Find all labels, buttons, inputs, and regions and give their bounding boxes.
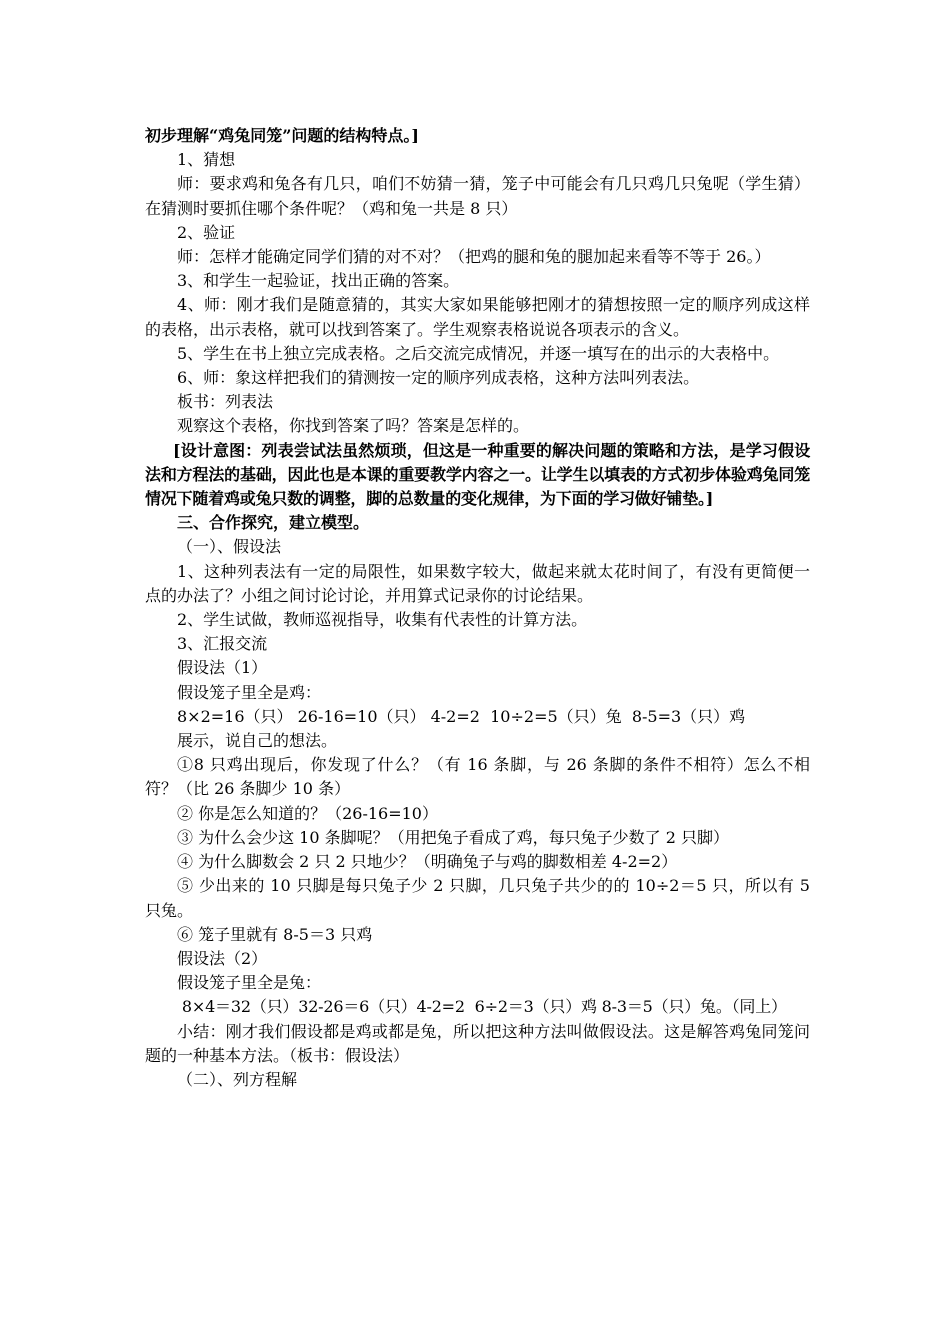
paragraph-assume-step-3: 3、汇报交流 [177, 634, 268, 654]
paragraph-design-intent: [设计意图：列表尝试法虽然烦琐，但这是一种重要的解决问题的策略和方法，是学习假设法和方程法的基础，因此也是本课的重要教学内容之一。让学生以填表的方式初步体验鸡兔同笼情况下随着鸡或兔只数的调整，脚的总数量的变化规律，为下面的学习做好铺垫。] [145, 440, 810, 509]
paragraph-step-guess: 1、猜想 [177, 150, 236, 170]
subheading-assumption-method: （一）、假设法 [177, 537, 282, 557]
section-heading-explore: 三、合作探究，建立模型。 [177, 513, 370, 533]
paragraph-observe-table: 观察这个表格，你找到答案了吗？答案是怎样的。 [177, 416, 530, 436]
paragraph-step-3: 3、和学生一起验证，找出正确的答案。 [177, 271, 460, 291]
paragraph-point-3: ③ 为什么会少这 10 条脚呢？（用把兔子看成了鸡，每只兔子少数了 2 只脚） [177, 827, 729, 847]
paragraph-summary: 小结：刚才我们假设都是鸡或都是兔，所以把这种方法叫做假设法。这是解答鸡兔同笼问题的一种基本方法。（板书：假设法） [145, 1021, 810, 1065]
paragraph-step-6: 6、师：象这样把我们的猜测按一定的顺序列成表格，这种方法叫列表法。 [177, 368, 700, 388]
paragraph-assume-step-1: 1、这种列表法有一定的局限性，如果数字较大，做起来就太花时间了，有没有更简便一点的办法了？小组之间讨论讨论，并用算式记录你的讨论结果。 [145, 561, 810, 605]
paragraph-step-4: 4、师：刚才我们是随意猜的，其实大家如果能够把刚才的猜想按照一定的顺序列成这样的表格，出示表格，就可以找到答案了。学生观察表格说说各项表示的含义。 [145, 295, 810, 339]
paragraph-assume-all-chickens: 假设笼子里全是鸡： [177, 682, 322, 702]
paragraph-formula-rabbits: 8×4＝32（只）32-26＝6（只）4-2=2 6÷2＝3（只）鸡 8-3＝5（只）兔。（同上） [177, 997, 787, 1017]
paragraph-assume-2-title: 假设法（2） [177, 948, 268, 968]
paragraph-design-intent-end: 初步理解“鸡兔同笼”问题的结构特点。] [145, 126, 419, 145]
paragraph-assume-1-title: 假设法（1） [177, 658, 268, 678]
paragraph-point-4: ④ 为什么脚数会 2 只 2 只地少？（明确兔子与鸡的脚数相差 4-2=2） [177, 852, 678, 872]
paragraph-point-5: ⑤ 少出来的 10 只脚是每只兔子少 2 只脚，几只兔子共少的的 10÷2＝5 只，所以有 5 只兔。 [145, 876, 816, 920]
paragraph-step-verify: 2、验证 [177, 222, 236, 242]
paragraph-point-1: ①8 只鸡出现后，你发现了什么？（有 16 条脚，与 26 条脚的条件不相符）怎么不相符？（比 26 条脚少 10 条） [145, 755, 810, 799]
paragraph-assume-all-rabbits: 假设笼子里全是兔： [177, 973, 322, 993]
paragraph-point-2: ② 你是怎么知道的？（26-16=10） [177, 803, 438, 823]
paragraph-point-6: ⑥ 笼子里就有 8-5＝3 只鸡 [177, 924, 373, 944]
paragraph-guess-question: 师：要求鸡和兔各有几只，咱们不妨猜一猜，笼子中可能会有几只鸡几只兔呢（学生猜）在猜测时要抓住哪个条件呢？（鸡和兔一共是 8 只） [145, 174, 810, 218]
paragraph-assume-step-2: 2、学生试做，教师巡视指导，收集有代表性的计算方法。 [177, 610, 588, 630]
paragraph-present-ideas: 展示，说自己的想法。 [177, 731, 338, 751]
paragraph-step-5: 5、学生在书上独立完成表格。之后交流完成情况，并逐一填写在的出示的大表格中。 [177, 343, 780, 363]
paragraph-formula-chickens: 8×2=16（只） 26-16=10（只） 4-2=2 10÷2=5（只）兔 8-5=3（只）鸡 [177, 706, 746, 726]
subheading-equation-method: （二）、列方程解 [177, 1069, 298, 1089]
paragraph-verify-question: 师：怎样才能确定同学们猜的对不对？（把鸡的腿和兔的腿加起来看等不等于 26。） [177, 247, 771, 267]
document-body [145, 124, 816, 1092]
paragraph-board-list-method: 板书：列表法 [177, 392, 274, 412]
